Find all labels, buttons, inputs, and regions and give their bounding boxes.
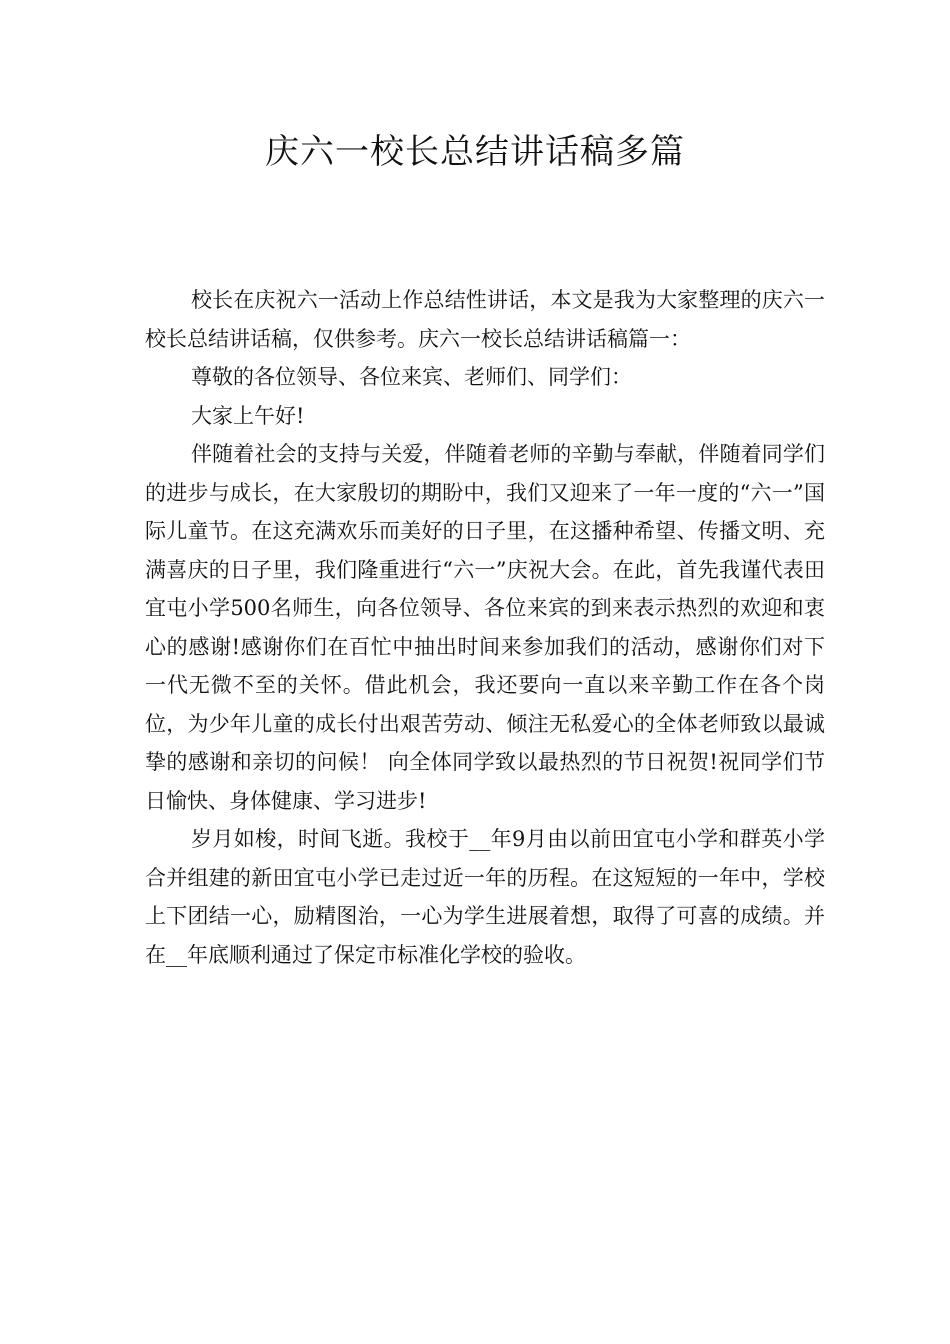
paragraph-greeting: 大家上午好! (191, 403, 305, 428)
document-body (145, 281, 825, 974)
paragraph-review: 岁月如梭，时间飞逝。我校于__年9月由以前田宜屯小学和群英小学合并组建的新田宜屯小学已走过近一年的历程。在这短短的一年中，学校上下团结一心，励精图治，一心为学生进展着想，取得了可喜的成绩。并在__年底顺利通过了保定市标准化学校的验收。 (145, 827, 825, 967)
document-title: 庆六一校长总结讲话稿多篇 (265, 132, 685, 172)
paragraph-intro: 校长在庆祝六一活动上作总结性讲话，本文是我为大家整理的庆六一校长总结讲话稿，仅供参考。庆六一校长总结讲话稿篇一： (145, 288, 825, 351)
paragraph-opening: 伴随着社会的支持与关爱，伴随着老师的辛勤与奉献，伴随着同学们的进步与成长，在大家殷切的期盼中，我们又迎来了一年一度的“六一”国际儿童节。在这充满欢乐而美好的日子里，在这播种希望、传播文明、充满喜庆的日子里，我们隆重进行“六一”庆祝大会。在此，首先我谨代表田宜屯小学500名师生，向各位领导、各位来宾的到来表示热烈的欢迎和衷心的感谢!感谢你们在百忙中抽出时间来参加我们的活动，感谢你们对下一代无微不至的关怀。借此机会，我还要向一直以来辛勤工作在各个岗位，为少年儿童的成长付出艰苦劳动、倾注无私爱心的全体老师致以最诚挚的感谢和亲切的问候！ 向全体同学致以最热烈的节日祝贺!祝同学们节日愉快、身体健康、学习进步! (145, 442, 825, 813)
paragraph-salutation: 尊敬的各位领导、各位来宾、老师们、同学们： (191, 365, 632, 389)
